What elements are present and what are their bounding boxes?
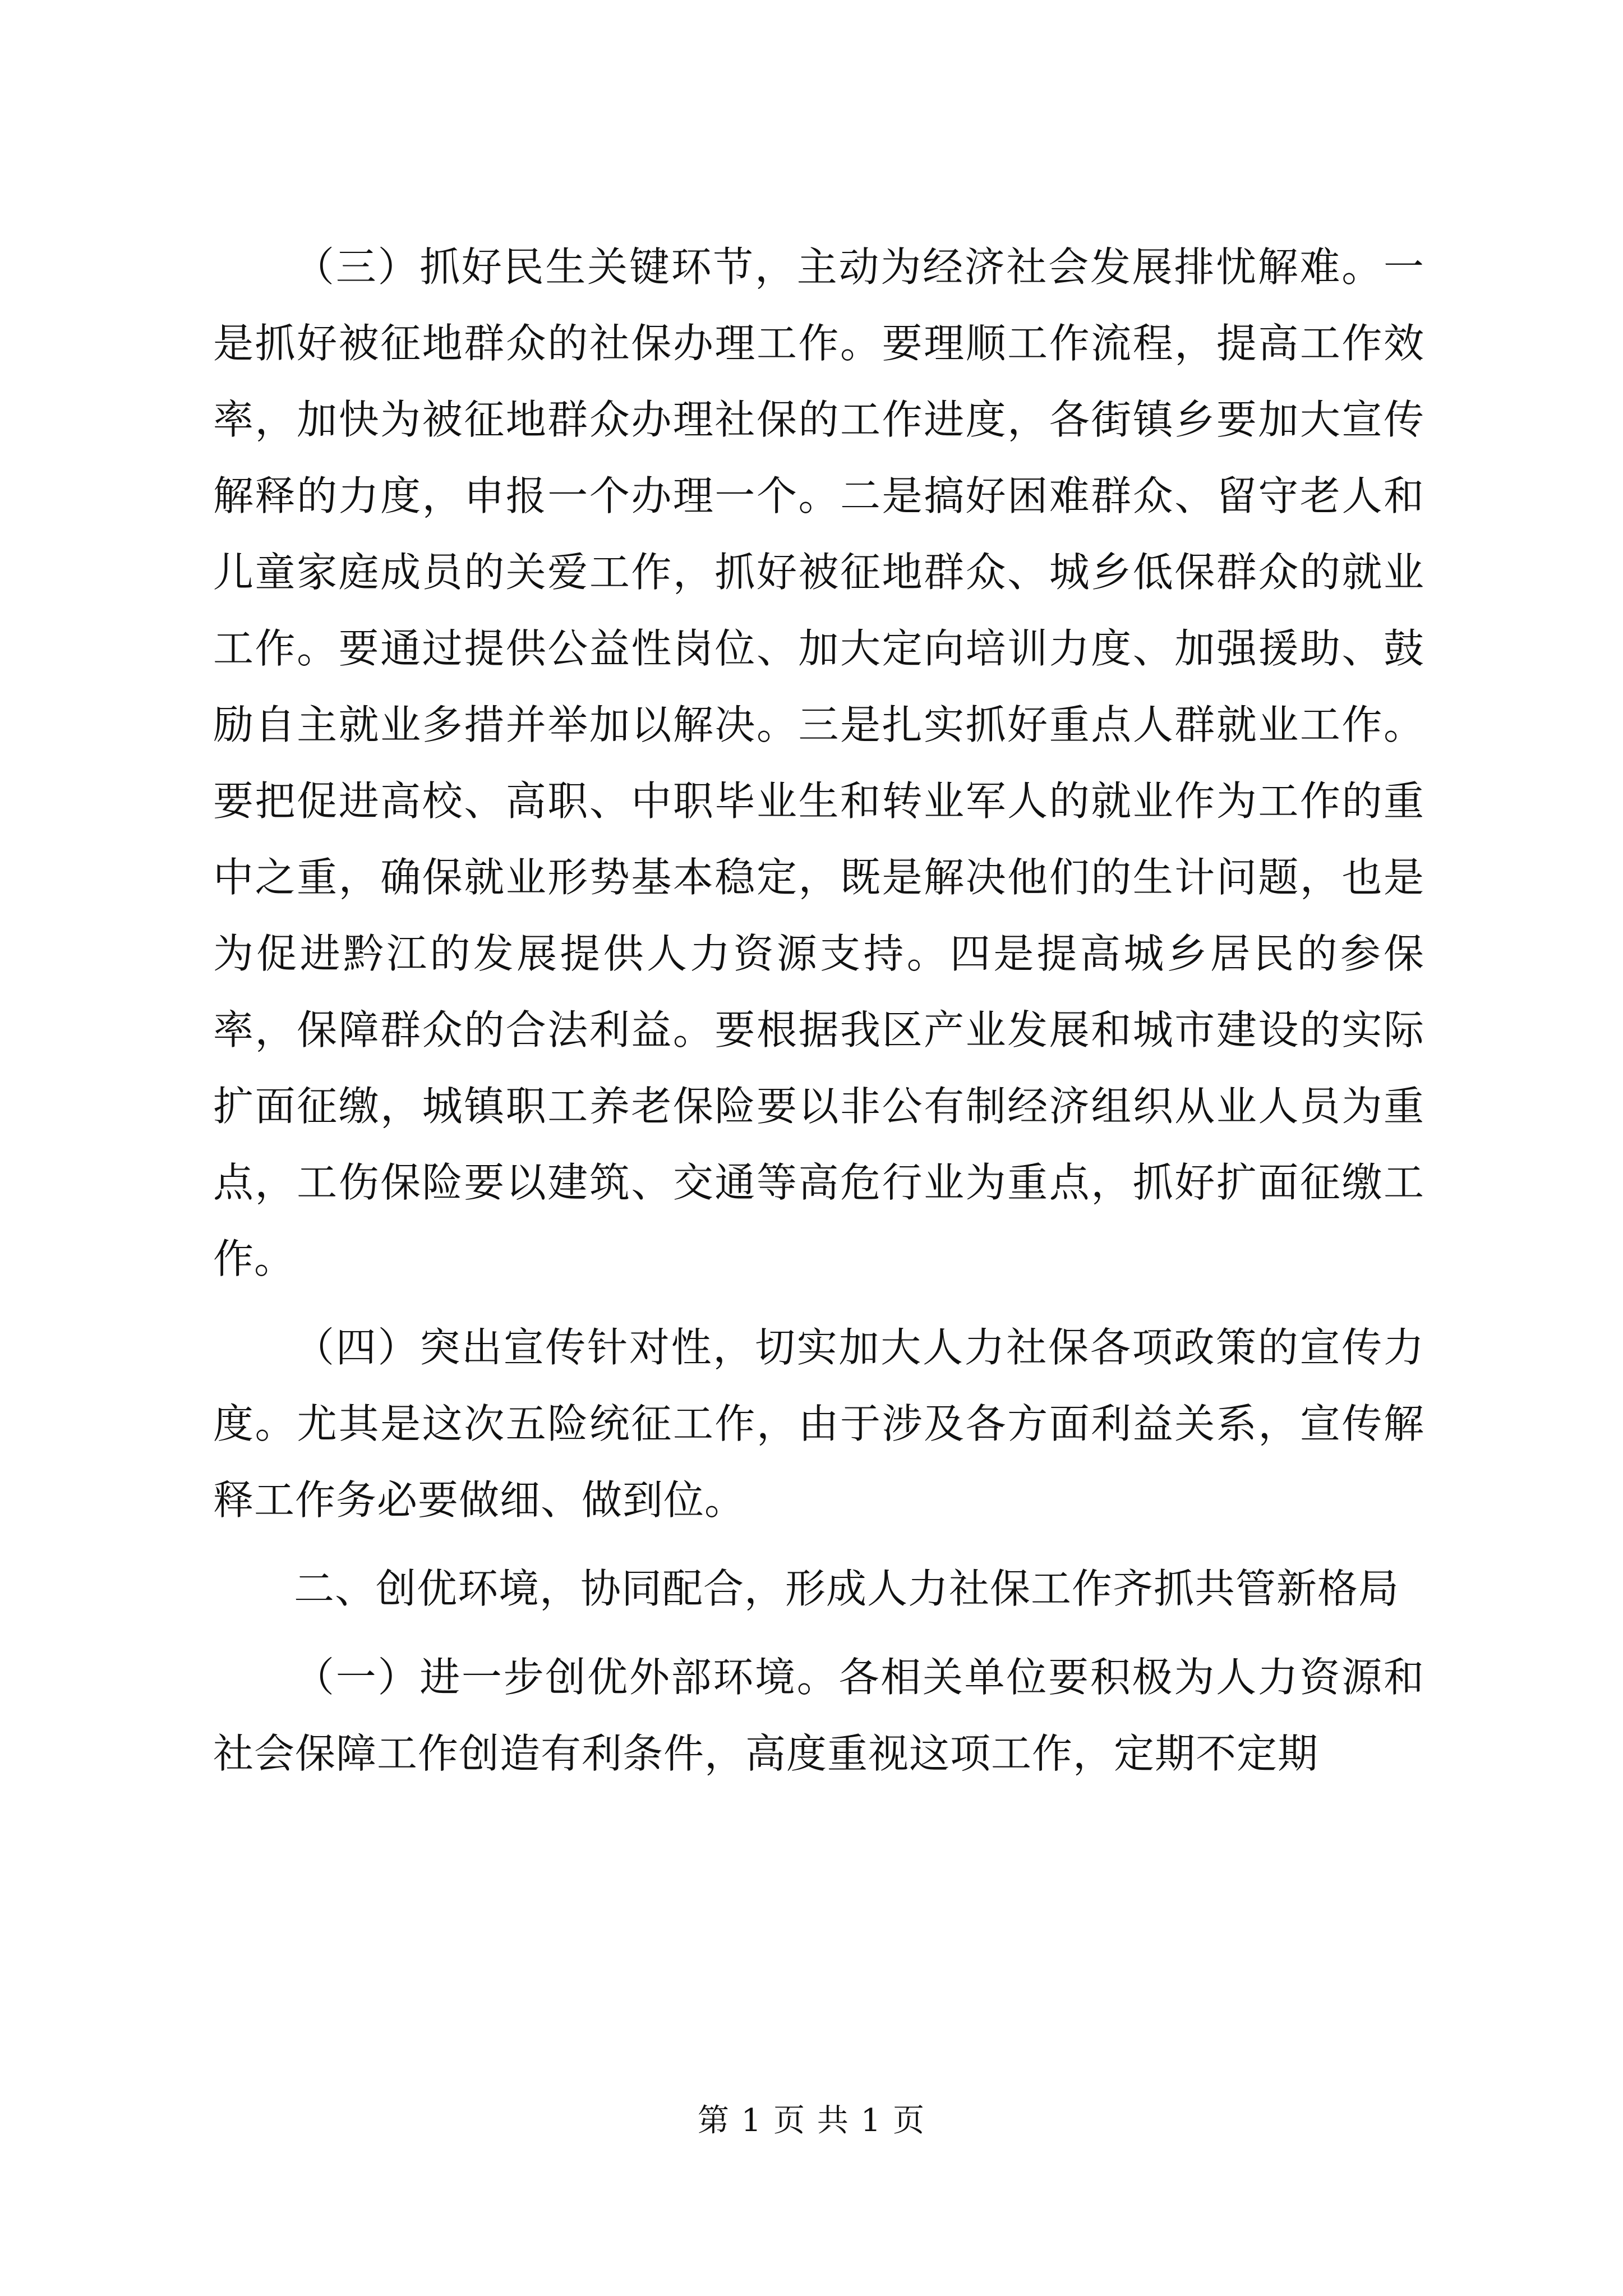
document-body: [213, 229, 1424, 1792]
paragraph-section-3: （三）抓好民生关键环节，主动为经济社会发展排忧解难。一是抓好被征地群众的社保办理工作。要理顺工作流程，提高工作效率，加快为被征地群众办理社保的工作进度，各街镇乡要加大宣传解释的力度，申报一个办理一个。二是搞好困难群众、留守老人和儿童家庭成员的关爱工作，抓好被征地群众、城乡低保群众的就业工作。要通过提供公益性岗位、加大定向培训力度、加强援助、鼓励自主就业多措并举加以解决。三是扎实抓好重点人群就业工作。要把促进高校、高职、中职毕业生和转业军人的就业作为工作的重中之重，确保就业形势基本稳定，既是解决他们的生计问题，也是为促进黔江的发展提供人力资源支持。四是提高城乡居民的参保率，保障群众的合法利益。要根据我区产业发展和城市建设的实际扩面征缴，城镇职工养老保险要以非公有制经济组织从业人员为重点，工伤保险要以建筑、交通等高危行业为重点，抓好扩面征缴工作。: [213, 243, 1424, 1282]
heading-part-2: 二、创优环境，协同配合，形成人力社保工作齐抓共管新格局: [294, 1565, 1400, 1612]
paragraph-section-1: （一）进一步创优外部环境。各相关单位要积极为人力资源和社会保障工作创造有利条件，高度重视这项工作，定期不定期: [213, 1654, 1424, 1777]
page-footer: 第 1 页 共 1 页: [697, 2102, 926, 2139]
paragraph-section-4: （四）突出宣传针对性，切实加大人力社保各项政策的宣传力度。尤其是这次五险统征工作，由于涉及各方面利益关系，宣传解释工作务必要做细、做到位。: [213, 1324, 1424, 1524]
